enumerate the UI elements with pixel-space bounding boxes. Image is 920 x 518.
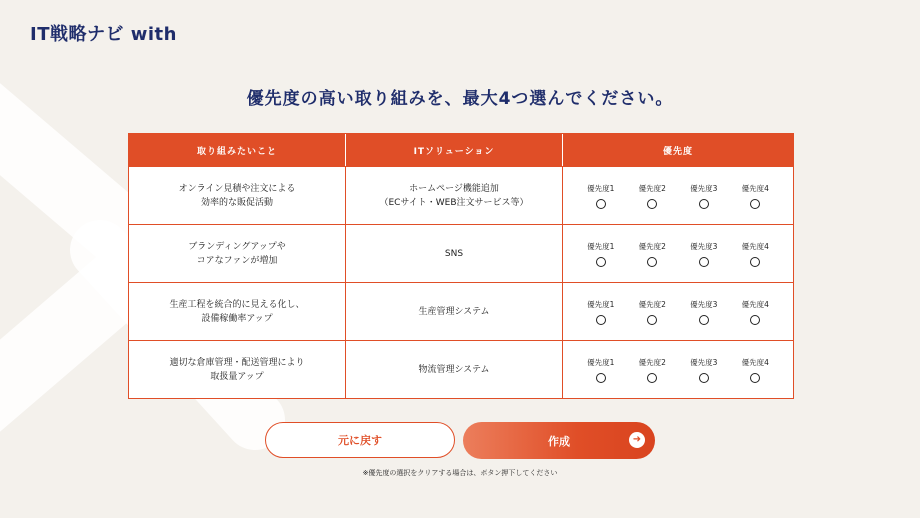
priority-radio[interactable] — [647, 257, 657, 267]
arrow-right-icon: ➜ — [629, 432, 645, 448]
priority-radio[interactable] — [647, 315, 657, 325]
priority-option-4[interactable] — [742, 240, 769, 267]
priority-radio[interactable] — [596, 257, 606, 267]
goal-text: オンライン見積や注文による — [178, 183, 296, 194]
priority-label: 優先度2 — [638, 242, 666, 251]
create-button[interactable] — [463, 422, 655, 459]
priority-cell — [562, 341, 793, 398]
goal-text: 取扱量アップ — [210, 371, 264, 382]
goal-text: 生産工程を統合的に見える化し、 — [169, 299, 305, 310]
goal-text: 適切な倉庫管理・配送管理により — [169, 357, 305, 368]
goal-cell — [129, 283, 345, 340]
priority-label: 優先度3 — [690, 184, 718, 193]
priority-label: 優先度3 — [690, 300, 718, 309]
goal-text: 設備稼働率アップ — [201, 313, 273, 324]
priority-option-2[interactable] — [639, 298, 666, 325]
goal-cell — [129, 167, 345, 224]
priority-label: 優先度4 — [741, 300, 769, 309]
priority-label: 優先度4 — [741, 184, 769, 193]
priority-option-2[interactable] — [639, 356, 666, 383]
priority-radio[interactable] — [699, 257, 709, 267]
priority-radio[interactable] — [750, 199, 760, 209]
priority-label: 優先度3 — [690, 242, 718, 251]
goal-text: 効率的な販促活動 — [200, 197, 273, 208]
priority-option-3[interactable] — [690, 182, 717, 209]
solution-text: SNS — [444, 248, 464, 259]
solution-cell — [345, 167, 562, 224]
priority-option-3[interactable] — [690, 356, 717, 383]
priority-option-2[interactable] — [639, 182, 666, 209]
priority-option-4[interactable] — [742, 298, 769, 325]
table-row — [129, 282, 793, 340]
solution-text: 生産管理システム — [418, 306, 490, 317]
goal-cell — [129, 225, 345, 282]
priority-label: 優先度1 — [587, 300, 615, 309]
priority-label: 優先度4 — [741, 358, 769, 367]
priority-radio[interactable] — [750, 315, 760, 325]
goal-cell — [129, 341, 345, 398]
priority-label: 優先度3 — [690, 358, 718, 367]
priority-label: 優先度4 — [741, 242, 769, 251]
priority-radio[interactable] — [647, 199, 657, 209]
priority-radio[interactable] — [699, 373, 709, 383]
header-goal: 取り組みたいこと — [196, 146, 277, 157]
header-solution: ITソリューション — [345, 134, 562, 166]
priority-radio[interactable] — [699, 199, 709, 209]
priority-label: 優先度2 — [638, 300, 666, 309]
priority-radio[interactable] — [596, 373, 606, 383]
priority-radio[interactable] — [596, 199, 606, 209]
page-title: 優先度の高い取り組みを、最大4つ選んでください。 — [246, 89, 674, 109]
priority-option-1[interactable] — [587, 298, 614, 325]
brand-logo: IT戦略ナビ with — [30, 24, 177, 45]
solution-text: ホームページ機能追加 — [409, 183, 499, 194]
table-row — [129, 166, 793, 224]
priority-label: 優先度2 — [638, 358, 666, 367]
priority-radio[interactable] — [750, 257, 760, 267]
priority-option-4[interactable] — [742, 356, 769, 383]
reset-button[interactable]: 元に戻す — [265, 422, 455, 458]
priority-cell — [562, 283, 793, 340]
priority-label: 優先度1 — [587, 358, 615, 367]
goal-text: コアなファンが増加 — [196, 255, 278, 266]
create-button-label: 作成 — [548, 434, 570, 448]
priority-options — [563, 240, 793, 267]
solution-cell — [345, 225, 562, 282]
priority-option-1[interactable] — [587, 182, 614, 209]
goal-text: ブランディングアップや — [188, 241, 286, 252]
solution-text: （ECサイト・WEB注文サービス等） — [379, 197, 529, 208]
table-header — [129, 134, 793, 166]
priority-radio[interactable] — [699, 315, 709, 325]
solution-cell — [345, 283, 562, 340]
priority-radio[interactable] — [647, 373, 657, 383]
priority-label: 優先度1 — [587, 242, 615, 251]
priority-options — [563, 182, 793, 209]
priority-option-1[interactable] — [587, 240, 614, 267]
solution-cell — [345, 341, 562, 398]
solution-text: 物流管理システム — [418, 364, 490, 375]
priority-option-1[interactable] — [587, 356, 614, 383]
priority-radio[interactable] — [750, 373, 760, 383]
priority-label: 優先度2 — [638, 184, 666, 193]
table-row — [129, 340, 793, 398]
priority-radio[interactable] — [596, 315, 606, 325]
priority-options — [563, 356, 793, 383]
header-priority: 優先度 — [562, 134, 793, 166]
priority-option-4[interactable] — [742, 182, 769, 209]
priority-cell — [562, 225, 793, 282]
priority-option-3[interactable] — [690, 298, 717, 325]
clear-selection-note: ※優先度の選択をクリアする場合は、ボタン押下してください — [362, 469, 558, 477]
priority-cell — [562, 167, 793, 224]
priority-options — [563, 298, 793, 325]
priority-option-2[interactable] — [639, 240, 666, 267]
priority-table — [128, 133, 794, 399]
priority-label: 優先度1 — [587, 184, 615, 193]
priority-option-3[interactable] — [690, 240, 717, 267]
table-row — [129, 224, 793, 282]
